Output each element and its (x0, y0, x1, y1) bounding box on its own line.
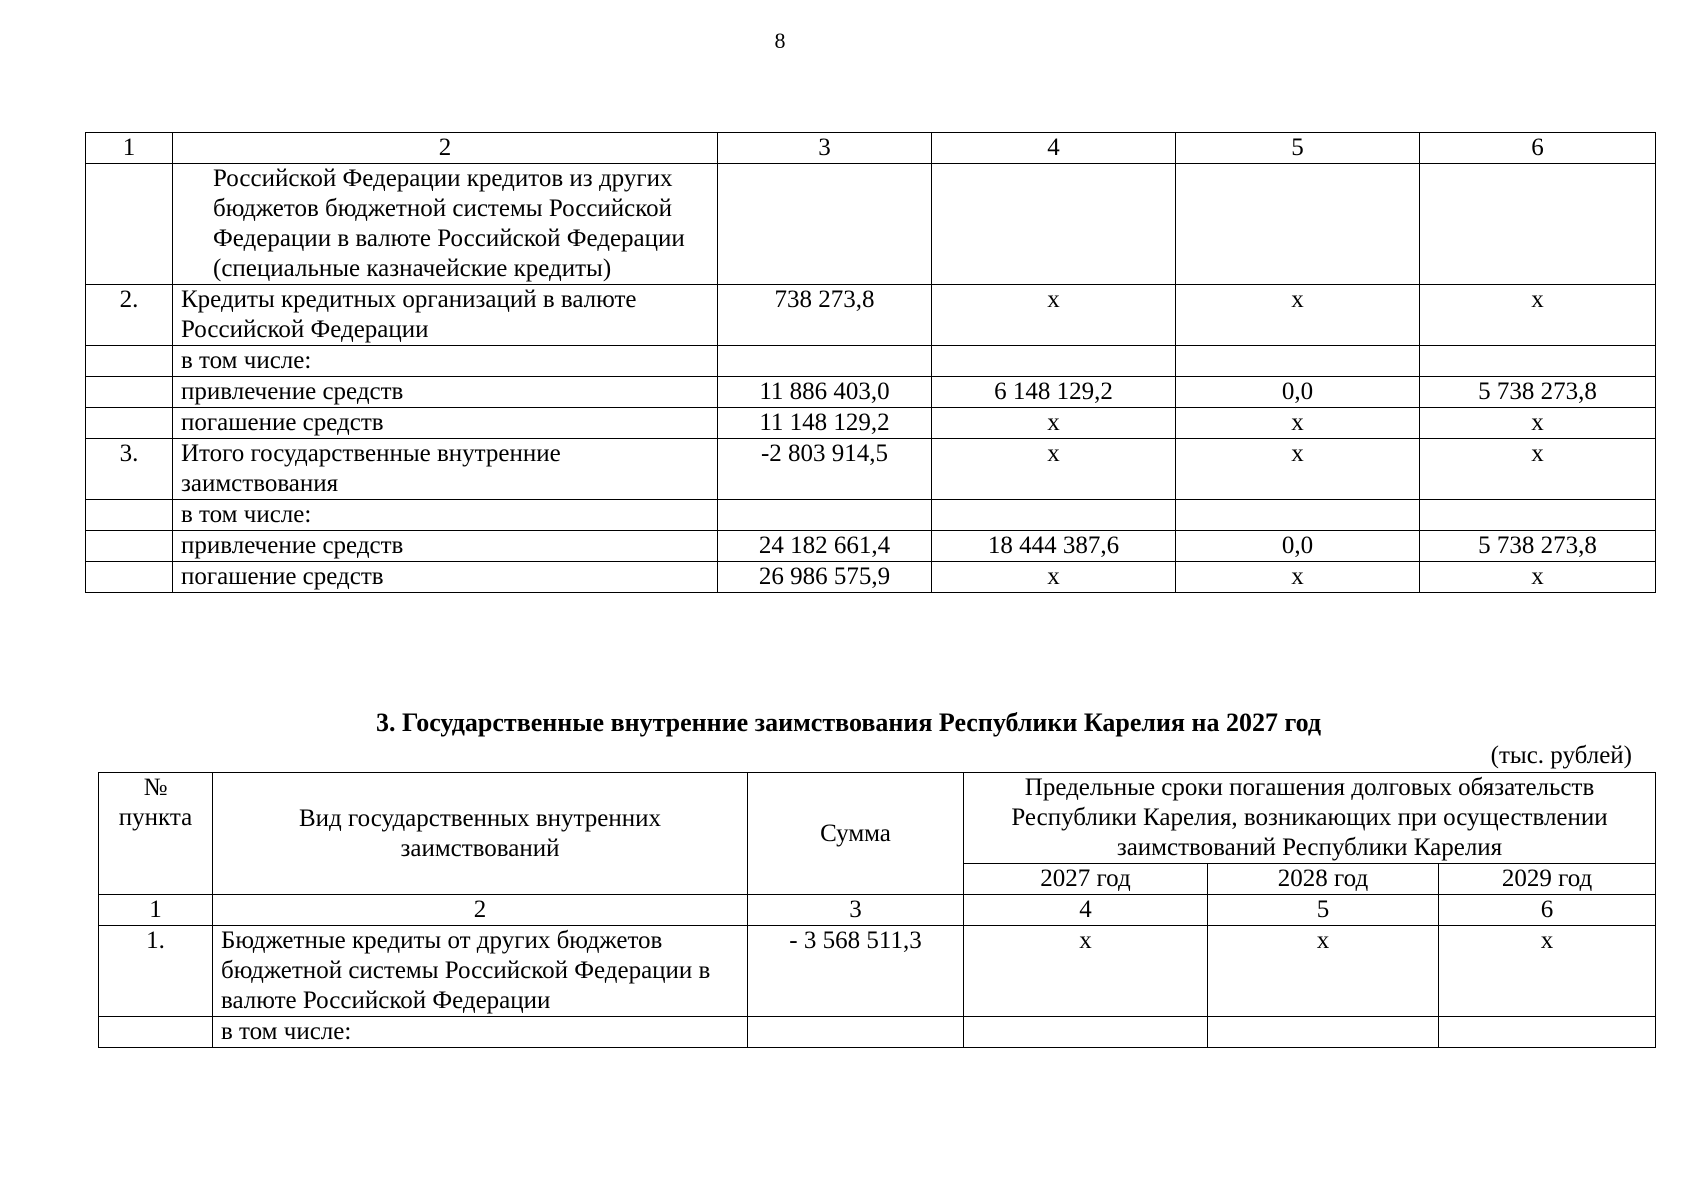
sum-cell: 24 182 661,4 (718, 531, 932, 562)
column-number: 5 (1208, 895, 1439, 926)
sum-cell (748, 1017, 964, 1048)
borrowings-2027-table (98, 772, 1656, 1048)
sum-cell: 26 986 575,9 (718, 562, 932, 593)
page-number: 8 (774, 28, 786, 53)
year-cell: 0,0 (1176, 531, 1420, 562)
year-cell (1420, 500, 1656, 531)
year-cell: 18 444 387,6 (932, 531, 1176, 562)
column-number-row (99, 895, 1656, 926)
year-cell (1208, 1017, 1439, 1048)
row-name: привлечение средств (173, 531, 718, 562)
table-row (86, 346, 1656, 377)
row-name: погашение средств (173, 562, 718, 593)
table-row (99, 1017, 1656, 1048)
year-cell: х (1176, 408, 1420, 439)
table-row (86, 164, 1656, 285)
row-number (86, 346, 173, 377)
row-number: 1. (99, 926, 213, 1017)
column-number: 2 (213, 895, 748, 926)
year-cell: 6 148 129,2 (932, 377, 1176, 408)
year-cell (1439, 1017, 1656, 1048)
year-cell (1420, 164, 1656, 285)
year-cell: х (1176, 439, 1420, 500)
sum-cell: 11 886 403,0 (718, 377, 932, 408)
column-number: 1 (86, 133, 173, 164)
table-row (99, 926, 1656, 1017)
table-row (86, 439, 1656, 500)
row-name: погашение средств (173, 408, 718, 439)
header-item-number: № пункта (99, 773, 213, 895)
row-number (86, 377, 173, 408)
year-cell: х (964, 926, 1208, 1017)
sum-cell (718, 500, 932, 531)
row-name: Российской Федерации кредитов из других бюджетов бюджетной системы Российской Федерации в валюте Российской Федерации (специальные казначейские кредиты) (173, 164, 718, 285)
year-cell: х (932, 285, 1176, 346)
table-row (86, 408, 1656, 439)
header-year: 2029 год (1439, 864, 1656, 895)
sum-cell (718, 346, 932, 377)
year-cell (932, 346, 1176, 377)
row-name: Кредиты кредитных организаций в валюте Российской Федерации (173, 285, 718, 346)
year-cell: 5 738 273,8 (1420, 531, 1656, 562)
header-year: 2027 год (964, 864, 1208, 895)
year-cell (932, 164, 1176, 285)
row-name: Итого государственные внутренние заимствования (173, 439, 718, 500)
borrowings-2026-table-continued (85, 132, 1656, 593)
year-cell: х (1420, 285, 1656, 346)
year-cell (1420, 346, 1656, 377)
year-cell (1176, 346, 1420, 377)
year-cell (1176, 164, 1420, 285)
table-row (86, 500, 1656, 531)
year-cell: х (932, 562, 1176, 593)
header-repayment-terms: Предельные сроки погашения долговых обязательств Республики Карелия, возникающих при осуществлении заимствований Республики Карелия (964, 773, 1656, 864)
year-cell (932, 500, 1176, 531)
row-name: Бюджетные кредиты от других бюджетов бюджетной системы Российской Федерации в валюте Российской Федерации (213, 926, 748, 1017)
table-row (86, 285, 1656, 346)
row-number (86, 531, 173, 562)
row-number (86, 500, 173, 531)
year-cell: х (1176, 562, 1420, 593)
header-borrowing-type: Вид государственных внутренних заимствований (213, 773, 748, 895)
year-cell: х (1420, 562, 1656, 593)
column-number: 4 (932, 133, 1176, 164)
row-name: в том числе: (213, 1017, 748, 1048)
column-number: 6 (1420, 133, 1656, 164)
column-number: 3 (748, 895, 964, 926)
table-row (86, 377, 1656, 408)
row-number (86, 164, 173, 285)
year-cell: х (932, 439, 1176, 500)
row-name: в том числе: (173, 500, 718, 531)
year-cell: 5 738 273,8 (1420, 377, 1656, 408)
row-name: в том числе: (173, 346, 718, 377)
header-year: 2028 год (1208, 864, 1439, 895)
units-label: (тыс. рублей) (1490, 742, 1632, 769)
column-number: 5 (1176, 133, 1420, 164)
year-cell: х (932, 408, 1176, 439)
row-number (86, 562, 173, 593)
column-number: 1 (99, 895, 213, 926)
row-number: 3. (86, 439, 173, 500)
year-cell: 0,0 (1176, 377, 1420, 408)
column-number-row (86, 133, 1656, 164)
header-sum: Сумма (748, 773, 964, 895)
sum-cell: - 3 568 511,3 (748, 926, 964, 1017)
row-number (99, 1017, 213, 1048)
column-number: 3 (718, 133, 932, 164)
column-number: 2 (173, 133, 718, 164)
column-number: 4 (964, 895, 1208, 926)
row-number: 2. (86, 285, 173, 346)
year-cell: х (1208, 926, 1439, 1017)
year-cell (1176, 500, 1420, 531)
row-number (86, 408, 173, 439)
table-row (86, 531, 1656, 562)
header-row (99, 773, 1656, 864)
year-cell: х (1176, 285, 1420, 346)
year-cell: х (1439, 926, 1656, 1017)
year-cell: х (1420, 408, 1656, 439)
section-title: 3. Государственные внутренние заимствования Республики Карелия на 2027 год (375, 708, 1322, 737)
row-name: привлечение средств (173, 377, 718, 408)
sum-cell (718, 164, 932, 285)
year-cell (964, 1017, 1208, 1048)
sum-cell: 11 148 129,2 (718, 408, 932, 439)
year-cell: х (1420, 439, 1656, 500)
table-row (86, 562, 1656, 593)
sum-cell: -2 803 914,5 (718, 439, 932, 500)
sum-cell: 738 273,8 (718, 285, 932, 346)
column-number: 6 (1439, 895, 1656, 926)
